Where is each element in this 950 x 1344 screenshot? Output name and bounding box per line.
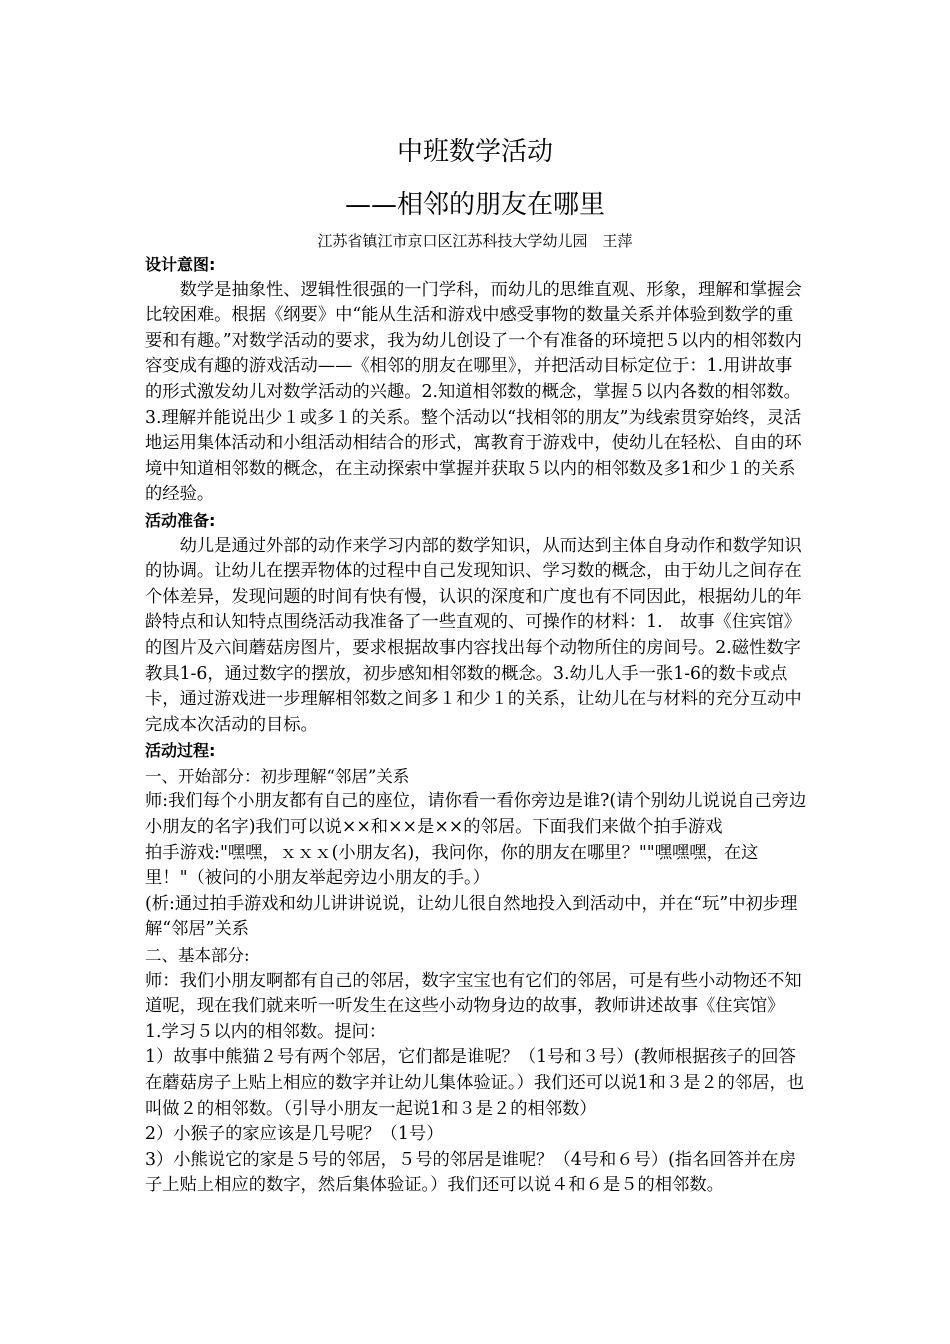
part2-title: 二、基本部分: — [145, 946, 250, 966]
document-subtitle: ——相邻的朋友在哪里 — [344, 190, 605, 220]
document-title: 中班数学活动 — [396, 137, 553, 167]
process-paragraph-3: (析:通过拍手游戏和幼儿讲讲说说，让幼儿很自然地投入到活动中，并在“玩”中初步理解“邻居”关系 — [145, 893, 798, 940]
document-body — [145, 252, 807, 1199]
section-heading-prep: 活动准备: — [145, 510, 216, 530]
process-paragraph-8: 3）小熊说它的家是５号的邻居，５号的邻居是谁呢？（4号和６号）(指名回答并在房子上贴上相应的数字，然后集体验证。）我们还可以说４和６是５的相邻数。 — [145, 1149, 796, 1196]
process-paragraph-1: 师:我们每个小朋友都有自己的座位，请你看一看你旁边是谁?(请个别幼儿说说自己旁边小朋友的名字)我们可以说××和××是××的邻居。下面我们来做个拍手游戏 — [145, 791, 807, 838]
process-paragraph-7: 2）小猴子的家应该是几号呢？（1号） — [145, 1124, 444, 1145]
process-paragraph-5: 1.学习５以内的相邻数。提问： — [145, 1021, 387, 1042]
prep-paragraph: 幼儿是通过外部的动作来学习内部的数学知识，从而达到主体自身动作和数学知识的协调。让幼儿在摆弄物体的过程中自己发现知识、学习数的概念，由于幼儿之间存在个体差异，发现问题的时间有快有慢，认识的深度和广度也有不同因此，根据幼儿的年龄特点和认知特点围绕活动我准备了一些直观的、可操作的材料：1. 故事《住宾馆》的图片及六间蘑菇房图片，要求根据故事内容找出每个动物所住的房间号。2.磁性数字教具1-6，通过数字的摆放，初步感知相邻数的概念。3.幼儿人手一张1-6的数卡或点卡，通过游戏进一步理解相邻数之间多１和少１的关系，让幼儿在与材料的充分互动中完成本次活动的目标。 — [145, 535, 802, 735]
process-paragraph-6: 1）故事中熊猫２号有两个邻居，它们都是谁呢？（1号和３号）(教师根据孩子的回答在蘑菇房子上贴上相应的数字并让幼儿集体验证。）我们还可以说1和３是２的邻居，也叫做２的相邻数。（引导小朋友一起说1和３是２的相邻数） — [145, 1047, 805, 1119]
process-paragraph-2: 拍手游戏:"嘿嘿，ｘｘｘ(小朋友名)，我问你，你的朋友在哪里？""嘿嘿嘿，在这里！"（被问的小朋友举起旁边小朋友的手。） — [145, 842, 759, 889]
part1-title: 一、开始部分：初步理解“邻居”关系 — [145, 766, 410, 786]
section-heading-design: 设计意图: — [145, 255, 216, 274]
design-paragraph: 数学是抽象性、逻辑性很强的一门学科，而幼儿的思维直观、形象，理解和掌握会比较困难。根据《纲要》中“能从生活和游戏中感受事物的数量关系并体验到数学的重要和有趣。”对数学活动的要求，我为幼儿创设了一个有准备的环境把５以内的相邻数内容变成有趣的游戏活动——《相邻的朋友在哪里》，并把活动目标定位于：1.用讲故事的形式激发幼儿对数学活动的兴趣。2.知道相邻数的概念，掌握５以内各数的相邻数。3.理解并能说出少１或多１的关系。整个活动以“找相邻的朋友”为线索贯穿始终，灵活地运用集体活动和小组活动相结合的形式，寓教育于游戏中，使幼儿在轻松、自由的环境中知道相邻数的概念，在主动探索中掌握并获取５以内的相邻数及多1和少１的关系的经验。 — [145, 279, 802, 505]
process-paragraph-4: 师：我们小朋友啊都有自己的邻居，数字宝宝也有它们的邻居，可是有些小动物还不知道呢，现在我们就来听一听发生在这些小动物身边的故事，教师讲述故事《住宾馆》 — [145, 970, 802, 1017]
author-line: 江苏省镇江市京口区江苏科技大学幼儿园 王萍 — [317, 232, 633, 250]
section-heading-process: 活动过程: — [145, 741, 216, 761]
